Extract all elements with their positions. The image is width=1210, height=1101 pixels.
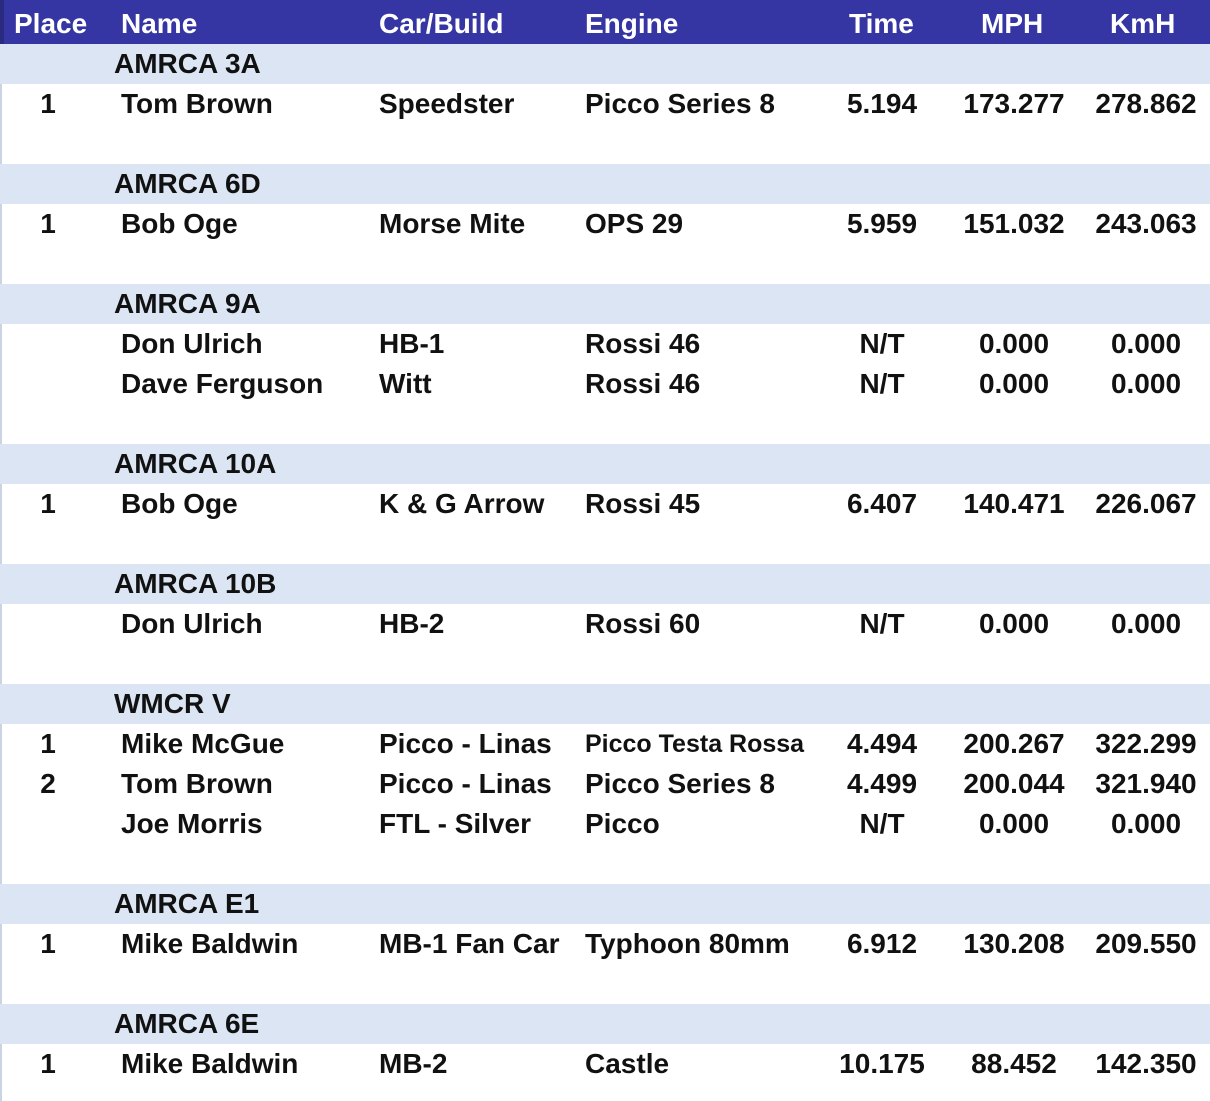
- header-car: Car/Build: [379, 8, 504, 39]
- cell-time: 4.494: [846, 728, 918, 759]
- cell-time: N/T: [859, 808, 905, 839]
- header-kmh: KmH: [1110, 8, 1176, 39]
- header-name: Name: [121, 8, 198, 39]
- cell-kmh: 322.299: [1095, 728, 1197, 759]
- cell-kmh: 0.000: [1110, 808, 1182, 839]
- cell-engine: Rossi 46: [585, 368, 701, 399]
- cell-car: MB-2: [379, 1048, 448, 1079]
- class-group-header: [0, 1004, 1210, 1044]
- cell-engine: Picco Series 8: [585, 88, 775, 119]
- class-title: AMRCA 10B: [114, 568, 277, 599]
- class-title: AMRCA 6E: [114, 1008, 260, 1039]
- cell-time: 5.194: [846, 88, 918, 119]
- header-mph: MPH: [981, 8, 1044, 39]
- table-row: [0, 84, 1210, 124]
- cell-time: N/T: [859, 608, 905, 639]
- cell-name: Don Ulrich: [121, 608, 263, 639]
- cell-kmh: 226.067: [1095, 488, 1197, 519]
- cell-car: Picco - Linas: [379, 768, 552, 799]
- cell-mph: 88.452: [971, 1048, 1057, 1079]
- class-title: AMRCA 9A: [114, 288, 261, 319]
- cell-name: Mike Baldwin: [121, 928, 299, 959]
- class-group-header: [0, 444, 1210, 484]
- cell-car: Picco - Linas: [379, 728, 552, 759]
- cell-mph: 130.208: [963, 928, 1065, 959]
- cell-mph: 0.000: [978, 808, 1050, 839]
- cell-kmh: 321.940: [1095, 768, 1197, 799]
- cell-place: 1: [40, 728, 56, 759]
- cell-name: Joe Morris: [121, 808, 263, 839]
- cell-kmh: 142.350: [1095, 1048, 1197, 1079]
- header-place: Place: [14, 8, 88, 39]
- cell-kmh: 0.000: [1110, 328, 1182, 359]
- table-row: [0, 724, 1210, 764]
- cell-engine: Picco: [585, 808, 660, 839]
- cell-mph: 140.471: [963, 488, 1065, 519]
- cell-name: Mike McGue: [121, 728, 285, 759]
- class-group-header: [0, 44, 1210, 84]
- cell-name: Bob Oge: [121, 488, 238, 519]
- cell-place: 1: [40, 208, 56, 239]
- cell-car: HB-1: [379, 328, 445, 359]
- table-row: [0, 764, 1210, 804]
- cell-place: 1: [40, 928, 56, 959]
- cell-mph: 0.000: [978, 608, 1050, 639]
- cell-mph: 200.044: [963, 768, 1065, 799]
- table-row: [0, 324, 1210, 364]
- cell-name: Dave Ferguson: [121, 368, 324, 399]
- cell-engine: OPS 29: [585, 208, 684, 239]
- class-group-header: [0, 164, 1210, 204]
- table-row: [0, 204, 1210, 244]
- cell-name: Mike Baldwin: [121, 1048, 299, 1079]
- cell-car: FTL - Silver: [379, 808, 531, 839]
- table-row: [0, 924, 1210, 964]
- cell-car: HB-2: [379, 608, 445, 639]
- cell-place: 1: [40, 1048, 56, 1079]
- cell-kmh: 0.000: [1110, 368, 1182, 399]
- cell-time: 4.499: [846, 768, 918, 799]
- cell-car: Morse Mite: [379, 208, 526, 239]
- table-row: [0, 604, 1210, 644]
- class-title: AMRCA 10A: [114, 448, 277, 479]
- class-title: WMCR V: [114, 688, 231, 719]
- cell-name: Tom Brown: [121, 88, 273, 119]
- class-title: AMRCA E1: [114, 888, 260, 919]
- cell-name: Tom Brown: [121, 768, 273, 799]
- class-title: AMRCA 6D: [114, 168, 261, 199]
- class-group-header: [0, 684, 1210, 724]
- table-row: [0, 1044, 1210, 1084]
- cell-car: MB-1 Fan Car: [379, 928, 560, 959]
- cell-kmh: 209.550: [1095, 928, 1197, 959]
- cell-time: 10.175: [839, 1048, 925, 1079]
- table-header: [0, 0, 1210, 44]
- cell-name: Don Ulrich: [121, 328, 263, 359]
- cell-place: 2: [40, 768, 56, 799]
- cell-car: K & G Arrow: [379, 488, 545, 519]
- cell-name: Bob Oge: [121, 208, 238, 239]
- class-title: AMRCA 3A: [114, 48, 261, 79]
- cell-car: Speedster: [379, 88, 515, 119]
- cell-mph: 173.277: [963, 88, 1065, 119]
- cell-engine: Typhoon 80mm: [585, 928, 790, 959]
- cell-engine: Picco Testa Rossa: [585, 730, 805, 758]
- cell-place: 1: [40, 488, 56, 519]
- cell-time: 6.407: [846, 488, 918, 519]
- table-row: [0, 804, 1210, 844]
- cell-mph: 0.000: [978, 328, 1050, 359]
- cell-kmh: 0.000: [1110, 608, 1182, 639]
- cell-kmh: 243.063: [1095, 208, 1197, 239]
- cell-time: 6.912: [846, 928, 918, 959]
- cell-engine: Rossi 60: [585, 608, 701, 639]
- cell-kmh: 278.862: [1095, 88, 1197, 119]
- cell-place: 1: [40, 88, 56, 119]
- header-engine: Engine: [585, 8, 679, 39]
- class-group-header: [0, 564, 1210, 604]
- cell-mph: 200.267: [963, 728, 1065, 759]
- cell-time: N/T: [859, 368, 905, 399]
- cell-engine: Rossi 46: [585, 328, 701, 359]
- cell-engine: Castle: [585, 1048, 670, 1079]
- cell-mph: 0.000: [978, 368, 1050, 399]
- table-row: [0, 484, 1210, 524]
- cell-engine: Picco Series 8: [585, 768, 775, 799]
- cell-car: Witt: [379, 368, 432, 399]
- table-row: [0, 364, 1210, 404]
- cell-engine: Rossi 45: [585, 488, 701, 519]
- class-group-header: [0, 884, 1210, 924]
- header-time: Time: [849, 8, 914, 39]
- cell-time: 5.959: [846, 208, 918, 239]
- cell-time: N/T: [859, 328, 905, 359]
- cell-mph: 151.032: [963, 208, 1065, 239]
- class-group-header: [0, 284, 1210, 324]
